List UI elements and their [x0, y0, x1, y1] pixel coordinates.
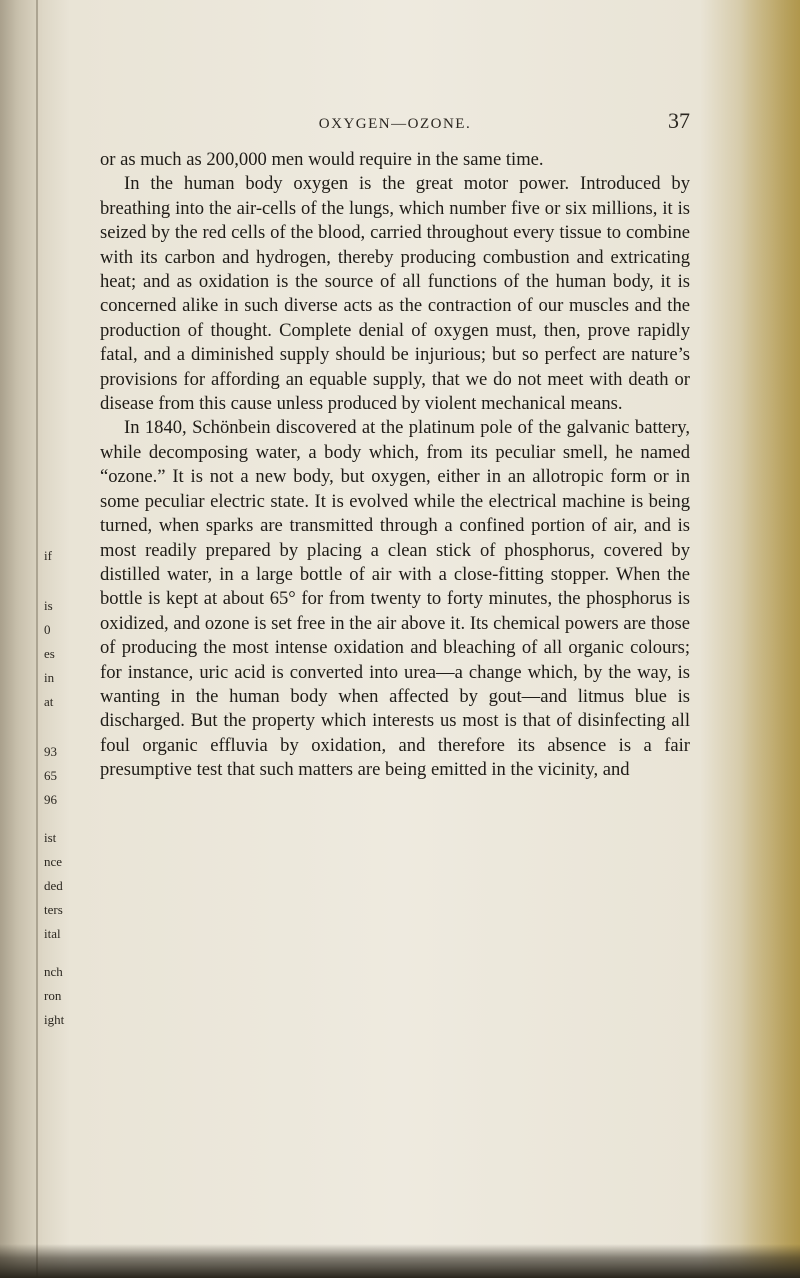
margin-fragment: if: [44, 548, 52, 563]
margin-fragment: 65: [44, 768, 57, 783]
paragraph: In the human body oxygen is the great motor power. Introduced by breathing into the air-cells of the lungs, which number five or six millions, it is seized by the red cells of the blood, carried throughout every tissue to combine with its carbon and hydrogen, thereby producing combustion and extricating heat; and as oxidation is the source of all functions of the human body, it is concerned alike in such diverse acts as the contraction of our muscles and the production of thought. Complete denial of oxygen must, then, prove rapidly fatal, and a diminished supply should be injurious; but so perfect are nature’s provisions for affording an equable supply, that we do not meet with death or disease from this cause unless produced by violent mechanical means.: [100, 173, 690, 415]
margin-fragment: ight: [44, 1012, 65, 1027]
spine-line: [36, 0, 38, 1278]
margin-fragment: nce: [44, 854, 63, 869]
body-text: [100, 148, 690, 783]
page-number: 37: [668, 108, 690, 133]
margin-fragment: ron: [44, 988, 62, 1003]
margin-fragment: 96: [44, 792, 57, 807]
paragraph: or as much as 200,000 men would require in the same time.: [100, 149, 544, 170]
margin-fragment: 0: [44, 622, 51, 637]
margin-fragment: es: [44, 646, 55, 661]
page-header: [100, 108, 690, 138]
bottom-shadow: [0, 1244, 800, 1278]
margin-fragment: 93: [44, 744, 57, 759]
page-edge-stain: [740, 0, 800, 1278]
margin-fragment: at: [44, 694, 54, 709]
margin-fragment: ist: [44, 830, 57, 845]
margin-fragment: is: [44, 598, 53, 613]
margin-fragment: ital: [44, 926, 61, 941]
paragraph: In 1840, Schönbein discovered at the platinum pole of the galvanic battery, while decomposing water, a body which, from its peculiar smell, he named “ozone.” It is not a new body, but oxygen, either in an allotropic form or in some peculiar electric state. It is evolved while the electrical machine is being turned, when sparks are transmitted through a confined portion of air, and is most readily prepared by placing a clean stick of phosphorus, covered by distilled water, in a large bottle of air with a close-fitting stopper. When the bottle is kept at about 65° for from twenty to forty minutes, the phosphorus is oxidized, and ozone is set free in the air above it. Its chemical powers are those of producing the most intense oxidation and bleaching of all organic colours; for instance, uric acid is converted into urea—a change which, by the way, is wanting in the human body when affected by gout—and litmus blue is discharged. But the property which interests us most is that of disinfecting all foul organic effluvia by oxidation, and therefore its absence is a fair presumptive test that such matters are being emitted in the vicinity, and: [100, 417, 690, 781]
margin-fragment: ded: [44, 878, 63, 893]
margin-fragment: in: [44, 670, 55, 685]
margin-fragment: nch: [44, 964, 63, 979]
running-head: OXYGEN—OZONE.: [318, 116, 472, 132]
margin-fragment: ters: [44, 902, 63, 917]
